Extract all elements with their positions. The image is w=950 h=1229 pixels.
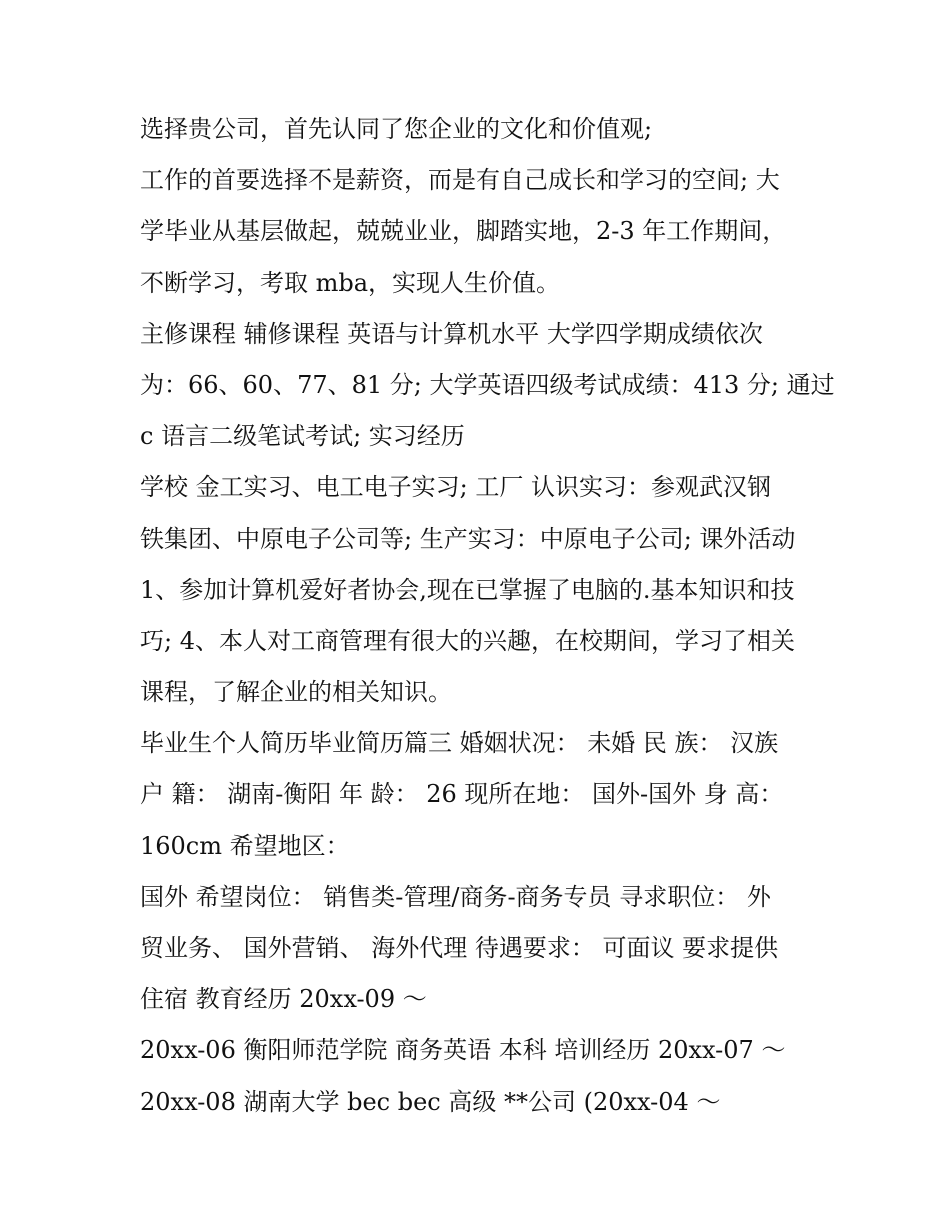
text-line: 1、参加计算机爱好者协会,现在已掌握了电脑的.基本知识和技 bbox=[140, 575, 795, 604]
text-line: 选择贵公司，首先认同了您企业的文化和价值观; bbox=[140, 115, 653, 143]
text-line: 毕业生个人简历毕业简历篇三 婚姻状况： 未婚 民 族： 汉族 bbox=[140, 729, 779, 758]
text-line: 20xx-06 衡阳师范学院 商务英语 本科 培训经历 20xx-07 ～ bbox=[140, 1036, 786, 1065]
body-text bbox=[140, 109, 835, 1133]
text-line: 为：66、60、77、81 分; 大学英语四级考试成绩：413 分; 通过 bbox=[140, 370, 835, 399]
text-line: 学毕业从基层做起，兢兢业业，脚踏实地，2-3 年工作期间， bbox=[140, 217, 787, 246]
text-line: 工作的首要选择不是薪资，而是有自己成长和学习的空间; 大 bbox=[140, 166, 780, 195]
text-line: 学校 金工实习、电工电子实习; 工厂 认识实习：参观武汉钢 bbox=[140, 473, 771, 502]
text-line: 20xx-08 湖南大学 bec bec 高级 **公司 (20xx-04 ～ bbox=[140, 1087, 721, 1116]
text-line: 户 籍： 湖南-衡阳 年 龄： 26 现所在地： 国外-国外 身 高： bbox=[140, 780, 784, 809]
text-line: 160cm 希望地区： bbox=[140, 831, 350, 860]
text-line: 课程，了解企业的相关知识。 bbox=[140, 678, 452, 707]
text-line: 铁集团、中原电子公司等; 生产实习：中原电子公司; 课外活动 bbox=[140, 524, 796, 553]
text-line: 不断学习，考取 mba，实现人生价值。 bbox=[140, 268, 561, 297]
text-line: 住宿 教育经历 20xx-09 ～ bbox=[140, 985, 427, 1014]
text-line: 国外 希望岗位： 销售类-管理/商务-商务专员 寻求职位： 外 bbox=[140, 882, 771, 911]
text-line: 贸业务、 国外营销、 海外代理 待遇要求： 可面议 要求提供 bbox=[140, 934, 779, 962]
text-line: c 语言二级笔试考试; 实习经历 bbox=[140, 422, 465, 451]
text-line: 主修课程 辅修课程 英语与计算机水平 大学四学期成绩依次 bbox=[140, 319, 763, 348]
text-line: 巧; 4、本人对工商管理有很大的兴趣，在校期间，学习了相关 bbox=[140, 626, 795, 655]
